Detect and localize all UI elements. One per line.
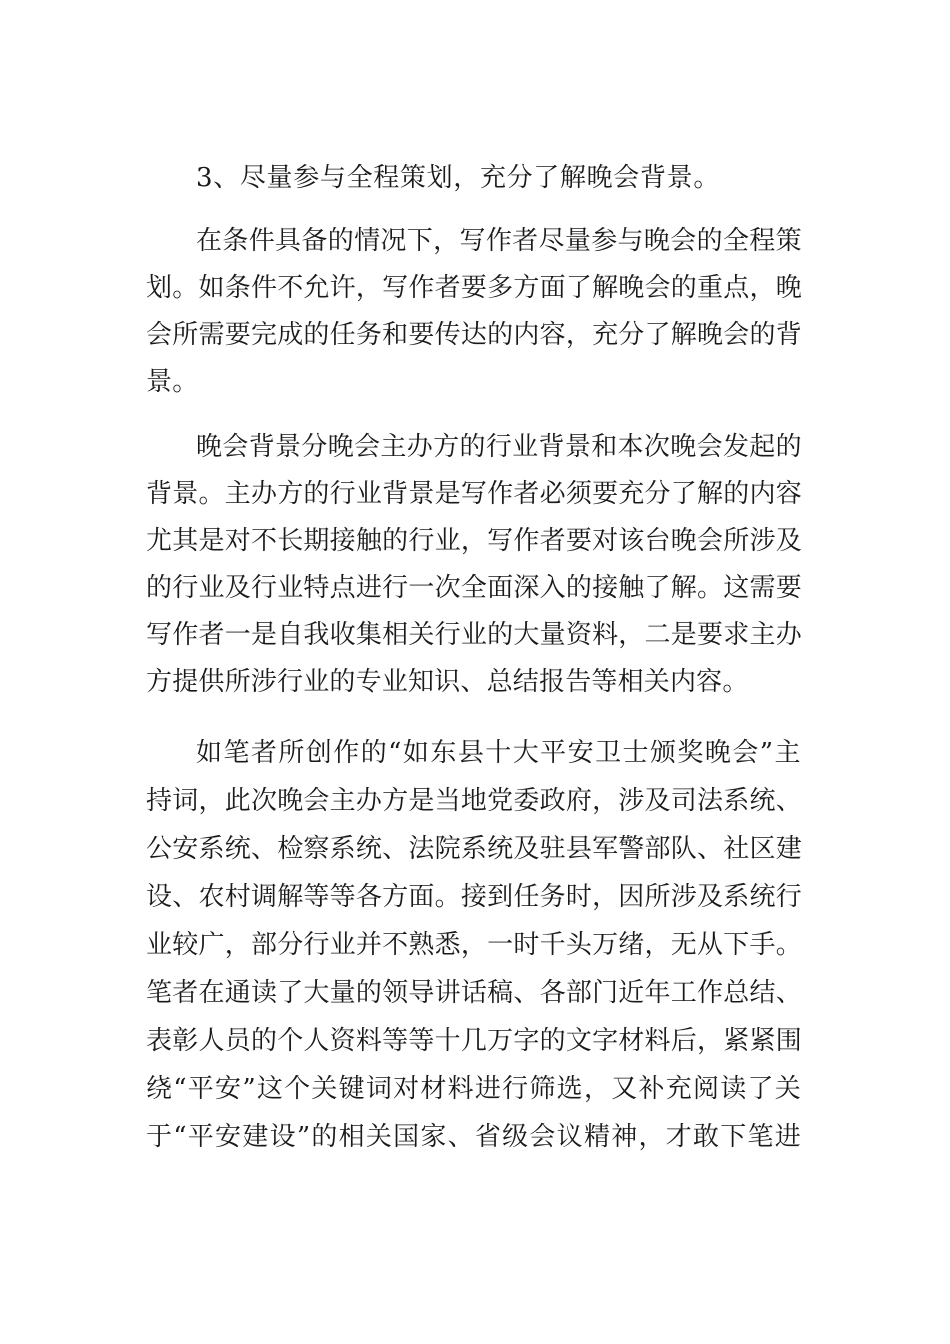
text-line: 绕“平安”这个关键词对材料进行筛选，又补充阅读了关: [146, 1074, 802, 1104]
text-line: 笔者在通读了大量的领导讲话稿、各部门近年工作总结、: [146, 978, 802, 1008]
text-line: 尤其是对不长期接触的行业，写作者要对该台晚会所涉及: [146, 526, 802, 556]
text-line: 业较广，部分行业并不熟悉，一时千头万绪，无从下手。: [146, 930, 802, 960]
text-line: 在条件具备的情况下，写作者尽量参与晚会的全程策: [196, 226, 802, 256]
text-line: 会所需要完成的任务和要传达的内容，充分了解晚会的背: [146, 320, 802, 350]
text-line: 于“平安建设”的相关国家、省级会议精神，才敢下笔进: [146, 1122, 802, 1152]
text-line: 持词，此次晚会主办方是当地党委政府，涉及司法系统、: [146, 786, 802, 816]
heading-line: 3、尽量参与全程策划，充分了解晚会背景。: [196, 163, 720, 193]
text-line: 写作者一是自我收集相关行业的大量资料，二是要求主办: [146, 620, 802, 650]
text-line: 设、农村调解等等各方面。接到任务时，因所涉及系统行: [146, 882, 802, 912]
text-line: 如笔者所创作的“如东县十大平安卫士颁奖晚会”主: [196, 738, 802, 768]
text-line: 划。如条件不允许，写作者要多方面了解晚会的重点，晚: [146, 273, 802, 303]
text-line: 晚会背景分晚会主办方的行业背景和本次晚会发起的: [196, 432, 802, 462]
text-line: 景。: [146, 367, 199, 397]
text-line: 背景。主办方的行业背景是写作者必须要充分了解的内容: [146, 479, 802, 509]
text-line: 表彰人员的个人资料等等十几万字的文字材料后，紧紧围: [146, 1026, 802, 1056]
text-line: 公安系统、检察系统、法院系统及驻县军警部队、社区建: [146, 834, 802, 864]
text-line: 的行业及行业特点进行一次全面深入的接触了解。这需要: [146, 573, 802, 603]
text-line: 方提供所涉行业的专业知识、总结报告等相关内容。: [146, 667, 749, 697]
